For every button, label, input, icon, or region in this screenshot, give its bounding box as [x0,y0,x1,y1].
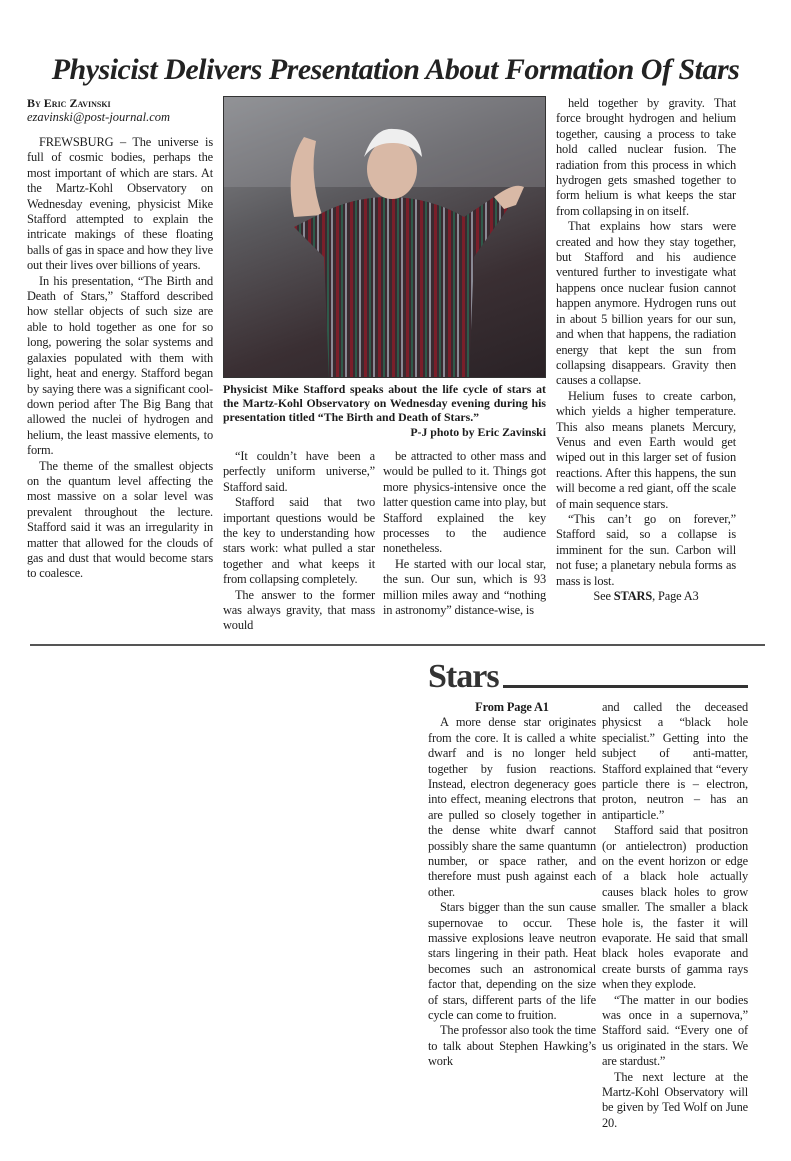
paragraph: Stars bigger than the sun cause supernovae to occur. These massive explosions leave neutron stars lingering in their path. Heat becomes such an astronomical factor that, depending on the size of stars, different parts of the life cycle can come to fruition. [428,900,596,1022]
headline: Physicist Delivers Presentation About Formation Of Stars [51,53,740,86]
photo-illustration [224,97,546,378]
continuation-title: Stars [428,657,499,695]
left-column [27,96,213,582]
paragraph: He started with our local star, the sun. Our sun, which is 93 million miles away and “nothing in astronomy” distance-wise, is [383,556,546,618]
article-top-section [27,96,791,634]
paragraph: A more dense star originates from the core. It is called a white dwarf and is no longer held together by fusion reactions. Instead, electron degeneracy goes into effect, meaning electrons that are pulled so closely together in the dense white dwarf cannot possibly share the same quantumn number, or space rather, and therefore must push against each other. [428,715,596,899]
paragraph: That explains how stars were created and how they stay together, but Stafford and his audience ventured further to investigate what happens once nuclear fusion cannot happen anymore. Hydrogen runs out in about 5 billion years for our sun, and when that happens, the radiation energy that kept the sun from collapsing disappears. Gravity then causes a collapse. [556,219,736,388]
paragraph: Helium fuses to create carbon, which yields a higher temperature. This also means planets Mercury, Venus and even Earth would get wiped out in this larger set of fusion reactions. After this happens, the sun will become a red giant, off the scale of main sequence stars. [556,388,736,511]
middle-section [223,96,546,634]
article-column-3 [383,449,546,618]
jump-see: See [593,589,614,603]
paragraph: The professor also took the time to talk about Stephen Hawking’s work [428,1023,596,1069]
middle-columns [223,449,546,634]
paragraph: “The matter in our bodies was once in a supernova,” Stafford said. “Every one of us originated in the stars. We are stardust.” [602,992,748,1069]
paragraph: The theme of the smallest objects on the quantum level affecting the most massive on a solar level was prevalent throughout the lecture. Stafford said it was an irregularity in matter that allowed for the clouds of gas and dust that would become stars to coalesce. [27,458,213,581]
byline: By Eric Zavinski [27,96,111,110]
paragraph: be attracted to other mass and would be pulled to it. Things got more physics-intensive once the latter question came into play, but Stafford explained the key processes to the audience nonetheless. [383,449,546,556]
paragraph: In his presentation, “The Birth and Death of Stars,” Stafford described how stellar objects of such size are able to hold together as one for so long, powering the solar systems and galaxies populated with them with light, heat and energy. Stafford began by saying there was a significant cool-down period after The Big Bang that allowed the nuclei of hydrogen and helium, the least massive elements, to form. [27,273,213,458]
continuation-column-1 [428,700,596,1070]
paragraph: held together by gravity. That force brought hydrogen and helium together, causing a process to take hold called nuclear fusion. The radiation from this process in which hydrogen gets smashed together to form helium is what keeps the star from collapsing in on itself. [556,96,736,218]
continuation-section [428,656,748,1131]
photo-caption: Physicist Mike Stafford speaks about the life cycle of stars at the Martz-Kohl Observatory on Wednesday evening during his presentation titled “The Birth and Death of Stars.” [223,382,546,424]
continuation-columns [428,700,748,1131]
article-column-4 [556,96,736,604]
paragraph: Stafford said that positron (or antielectron) production on the event horizon or edge of a black hole actually causes black holes to grow smaller. The smaller a black hole is, the faster it will evaporate. He said that small black holes evaporate and create bursts of gamma rays when they explode. [602,823,748,992]
continuation-column-2 [602,700,748,1131]
author-email: ezavinski@post-journal.com [27,110,171,124]
photo-credit: P-J photo by Eric Zavinski [410,425,546,439]
paragraph: Stafford said that two important questions would be the key to understanding how stars work: what pulled a star together and what keeps it from collapsing completely. [223,495,375,587]
continuation-header [428,656,748,696]
from-page-label: From Page A1 [475,699,549,714]
jump-line [556,589,736,604]
paragraph: “It couldn’t have been a perfectly uniform universe,” Stafford said. [223,449,375,494]
paragraph: and called the deceased physicst a “black hole specialist.” Getting into the subject of anti-matter, Stafford explained that “every particle there is – electron, proton, neutron – has an antiparticle.” [602,699,748,822]
paragraph: FREWSBURG – The universe is full of cosmic bodies, perhaps the most important of which are stars. At the Martz-Kohl Observatory on Wednesday evening, physicist Mike Stafford attempted to explain the intricate makings of these floating balls of gas in space and how they live out their lives over billions of years. [27,135,213,273]
section-divider [30,644,765,646]
paragraph: The next lecture at the Martz-Kohl Observatory will be given by Ted Wolf on June 20. [602,1069,748,1130]
title-underline [503,685,748,688]
article-column-2 [223,449,375,634]
paragraph: The answer to the former was always gravity, that mass would [223,587,375,633]
article-column-1 [27,135,213,582]
paragraph: “This can’t go on forever,” Stafford said, so a collapse is imminent for the sun. Carbon will not fuse; a planetary nebula forms as mass is lost. [556,511,736,588]
jump-page: , Page A3 [652,589,699,603]
photo-physicist-speaking [223,96,546,378]
jump-word: STARS [613,589,653,603]
